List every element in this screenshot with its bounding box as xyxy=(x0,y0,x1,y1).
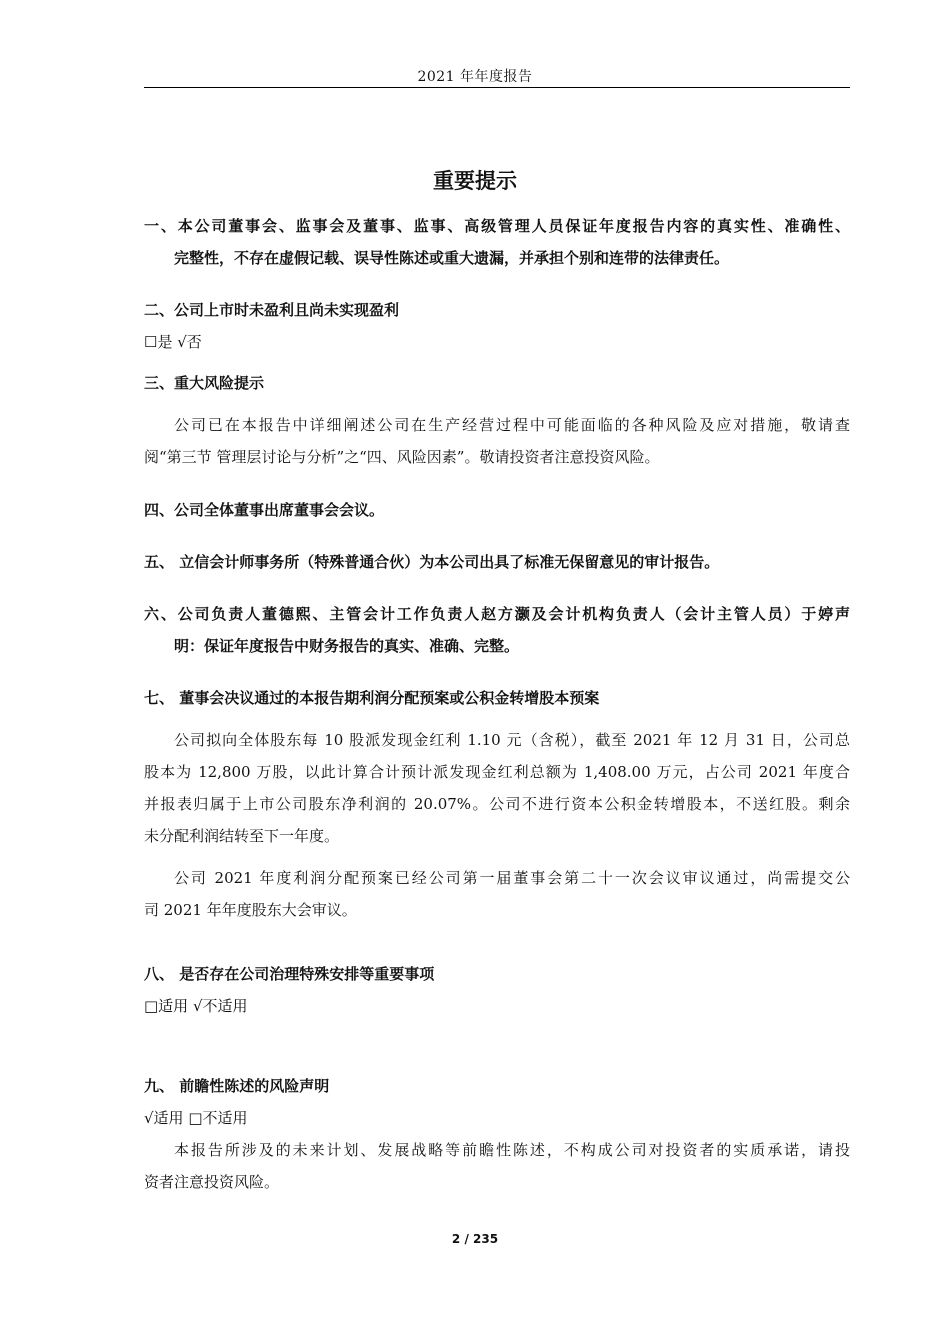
notice-item-7-p1-line-1: 公司拟向全体股东每 10 股派发现金红利 1.10 元（含税），截至 2021 年 12 月 31 日，公司总 xyxy=(174,731,850,749)
notice-item-9-line-2: 资者注意投资风险。 xyxy=(144,1173,280,1191)
notice-item-5-heading: 五、 立信会计师事务所（特殊普通合伙）为本公司出具了标准无保留意见的审计报告。 xyxy=(144,553,720,571)
notice-item-8-options: □适用 √不适用 xyxy=(144,997,248,1015)
notice-item-3 xyxy=(144,367,850,473)
notice-item-4-heading: 四、公司全体董事出席董事会会议。 xyxy=(144,501,385,519)
notice-item-6-line-1: 六、公司负责人董德熙、主管会计工作负责人赵方灏及会计机构负责人（会计主管人员）于婷声 xyxy=(144,605,850,623)
notice-item-3-heading: 三、重大风险提示 xyxy=(144,374,265,392)
notice-item-2-heading: 二、公司上市时未盈利且尚未实现盈利 xyxy=(144,301,400,319)
notice-item-3-line-1: 公司已在本报告中详细阐述公司在生产经营过程中可能面临的各种风险及应对措施，敬请查 xyxy=(174,416,850,434)
notice-item-2 xyxy=(144,294,850,358)
notice-item-7-p1-line-4: 未分配利润结转至下一年度。 xyxy=(144,827,340,845)
notice-item-2-options: ☐是 √否 xyxy=(144,333,202,351)
notice-item-6-line-2: 明：保证年度报告中财务报告的真实、准确、完整。 xyxy=(174,637,520,655)
notice-item-7-p2-line-2: 司 2021 年年度股东大会审议。 xyxy=(144,901,357,919)
notice-item-6 xyxy=(144,598,850,662)
notice-item-1-line-2: 完整性，不存在虚假记载、误导性陈述或重大遗漏，并承担个别和连带的法律责任。 xyxy=(174,249,730,267)
notice-item-7-heading: 七、 董事会决议通过的本报告期利润分配预案或公积金转增股本预案 xyxy=(144,689,600,707)
notice-item-4 xyxy=(144,494,850,526)
notice-item-3-line-2: 阅“第三节 管理层讨论与分析”之“四、风险因素”。敬请投资者注意投资风险。 xyxy=(144,448,660,466)
notice-item-9-heading: 九、 前瞻性陈述的风险声明 xyxy=(144,1077,330,1095)
notice-item-7-p1-line-2: 股本为 12,800 万股，以此计算合计预计派发现金红利总额为 1,408.00 万元，占公司 2021 年度合 xyxy=(144,763,850,781)
header-divider xyxy=(144,87,850,88)
notice-item-9-line-1: 本报告所涉及的未来计划、发展战略等前瞻性陈述，不构成公司对投资者的实质承诺，请投 xyxy=(174,1141,850,1159)
notice-item-7-p1-line-3: 并报表归属于上市公司股东净利润的 20.07%。公司不进行资本公积金转增股本，不送红股。剩余 xyxy=(144,795,850,813)
notice-item-9-options: √适用 □不适用 xyxy=(144,1109,248,1127)
notice-item-1-line-1: 一、本公司董事会、监事会及董事、监事、高级管理人员保证年度报告内容的真实性、准确性、 xyxy=(144,217,850,235)
notice-item-7-p2-line-1: 公司 2021 年度利润分配预案已经公司第一届董事会第二十一次会议审议通过，尚需提交公 xyxy=(174,869,850,887)
notice-item-5 xyxy=(144,546,850,578)
notice-item-1 xyxy=(144,210,850,274)
notice-item-9 xyxy=(144,1070,850,1198)
running-header: 2021 年年度报告 xyxy=(417,69,533,85)
notice-item-8 xyxy=(144,958,850,1022)
notice-item-7 xyxy=(144,682,850,926)
page-title: 重要提示 xyxy=(433,169,517,193)
notice-item-8-heading: 八、 是否存在公司治理特殊安排等重要事项 xyxy=(144,965,435,983)
page-number: 2 / 235 xyxy=(451,1232,499,1246)
